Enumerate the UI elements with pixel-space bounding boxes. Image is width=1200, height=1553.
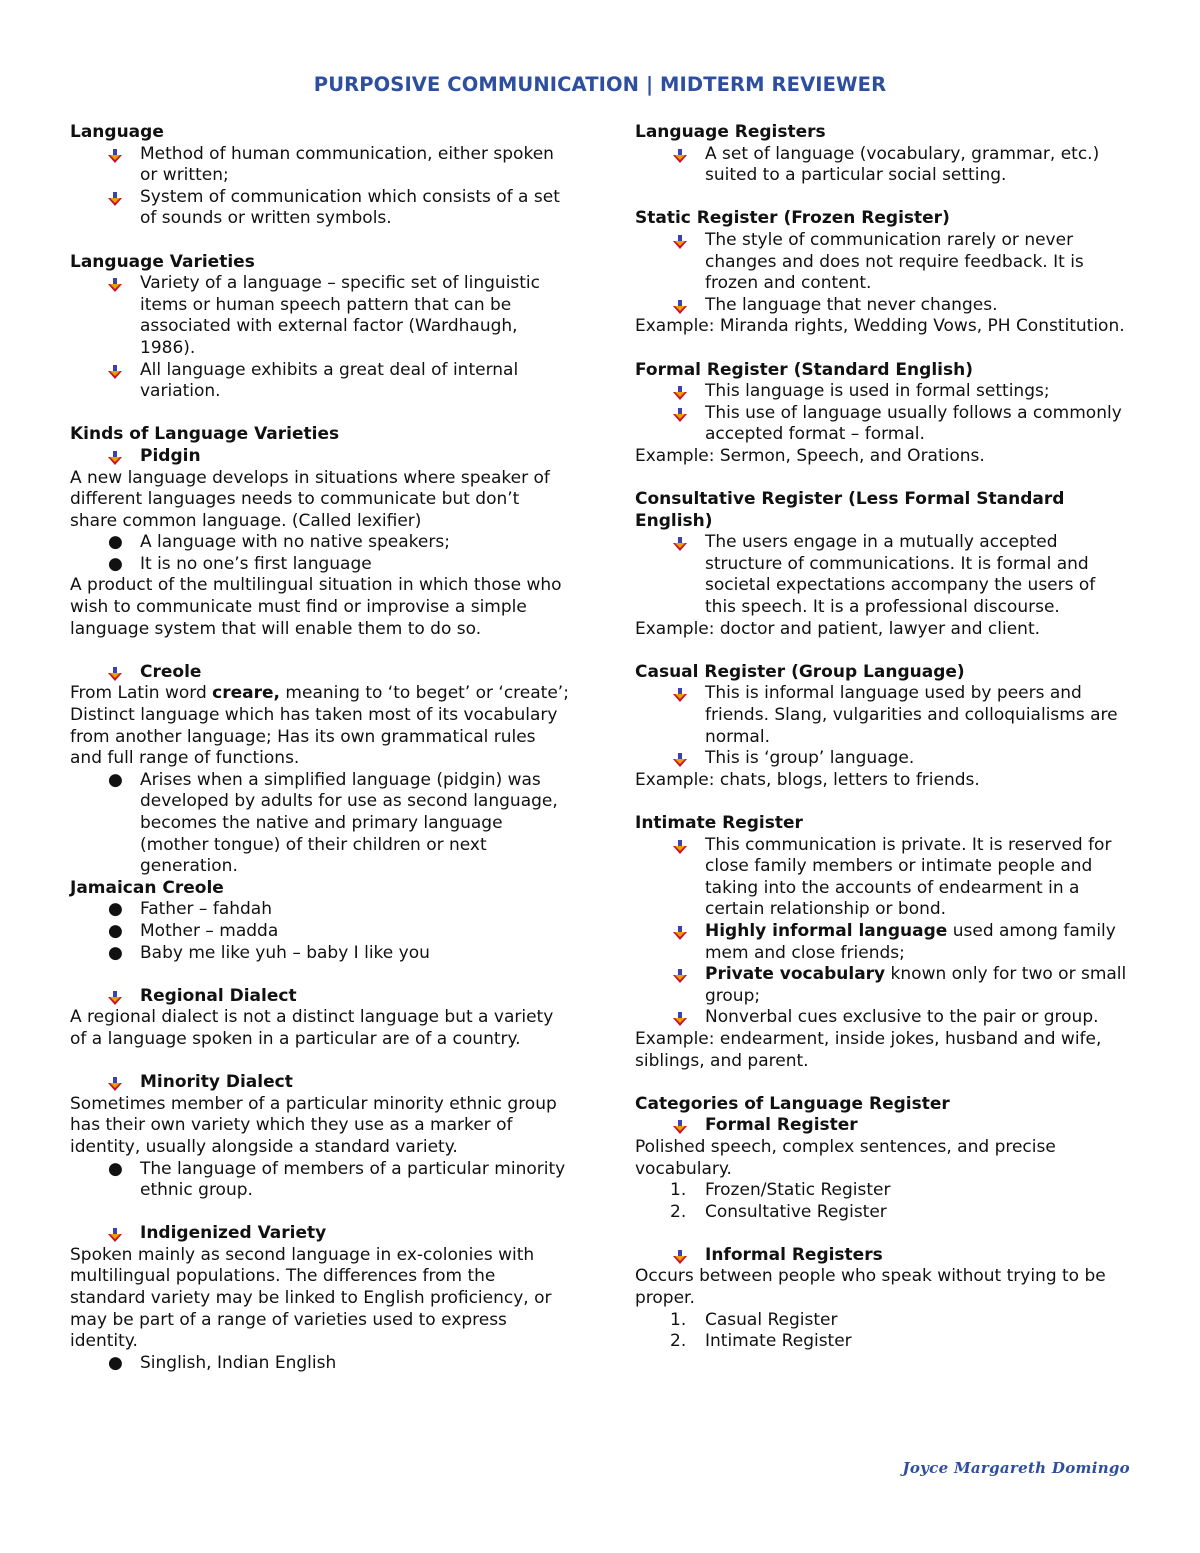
list-item: Variety of a language – specific set of linguistic items or human speech pattern that can be associated with external factor (Wardhaugh, 1986).	[70, 273, 570, 359]
regional-text: A regional dialect is not a distinct language but a variety of a language spoken in a particular are of a country.	[70, 1007, 554, 1049]
subheading-minority: Minority Dialect	[70, 1072, 570, 1094]
list-item: 2. Consultative Register	[670, 1201, 887, 1222]
list-item: This is informal language used by peers and friends. Slang, vulgarities and colloquialisms are normal.	[635, 683, 1130, 748]
subheading-jamaican: Jamaican Creole	[70, 877, 224, 898]
list-item: All language exhibits a great deal of internal variation.	[70, 360, 570, 403]
static-example: Example: Miranda rights, Wedding Vows, PH Constitution.	[635, 316, 1125, 337]
informal-registers-text: Occurs between people who speak without trying to be proper.	[635, 1266, 1106, 1309]
dot-icon: ●	[108, 769, 123, 790]
arrow-down-icon	[108, 1228, 122, 1242]
list-item: This communication is private. It is reserved for close family members or intimate people and taking into the accounts of endearment in a certain relationship or bond.	[635, 835, 1130, 921]
list-item: A set of language (vocabulary, grammar, etc.) suited to a particular social setting.	[635, 144, 1130, 187]
left-column	[70, 122, 570, 1374]
section-heading-kinds: Kinds of Language Varieties	[70, 424, 340, 445]
list-item: ● Baby me like yuh – baby I like you	[108, 942, 430, 963]
formal-list	[635, 381, 1130, 446]
dot-icon: ●	[108, 899, 123, 920]
formal-register-list	[635, 1180, 1130, 1223]
arrow-down-icon	[673, 688, 687, 702]
subheading-regional: Regional Dialect	[70, 986, 570, 1008]
arrow-down-icon	[108, 278, 122, 292]
varieties-list	[70, 273, 570, 403]
creole-text: From Latin word creare, meaning to ‘to beget’ or ‘create’; Distinct language which has taken most of its vocabulary from another language; Has its own grammatical rules and full range of functions.	[70, 683, 569, 769]
intimate-list	[635, 835, 1130, 1029]
list-item: This language is used in formal settings;	[635, 381, 1130, 403]
arrow-down-icon	[673, 840, 687, 854]
consultative-example: Example: doctor and patient, lawyer and client.	[635, 618, 1041, 639]
arrow-down-icon	[108, 451, 122, 465]
pidgin-text-2: A product of the multilingual situation in which those who wish to communicate must find or improvise a simple language system that will enable them to do so.	[70, 575, 562, 639]
dot-icon: ●	[108, 532, 123, 553]
list-item: This use of language usually follows a commonly accepted format – formal.	[635, 403, 1130, 446]
arrow-down-icon	[673, 300, 687, 314]
language-list	[70, 144, 570, 230]
arrow-down-icon	[673, 1012, 687, 1026]
casual-example: Example: chats, blogs, letters to friends.	[635, 769, 980, 790]
arrow-down-icon	[108, 192, 122, 206]
list-item: The style of communication rarely or never changes and does not require feedback. It is frozen and content.	[635, 230, 1130, 295]
arrow-down-icon	[673, 1250, 687, 1264]
right-column	[635, 122, 1130, 1353]
pidgin-text: A new language develops in situations where speaker of different languages needs to communicate but don’t share common language. (Called lexifier)	[70, 467, 550, 531]
list-item: ● It is no one’s first language	[108, 553, 372, 574]
arrow-down-icon	[673, 386, 687, 400]
list-item: ● Mother – madda	[108, 920, 279, 941]
section-heading-consultative: Consultative Register (Less Formal Standard English)	[635, 489, 1065, 531]
list-item: ● A language with no native speakers;	[108, 532, 450, 553]
list-item: Method of human communication, either spoken or written;	[70, 144, 570, 187]
arrow-down-icon	[673, 1120, 687, 1134]
list-item: ● Father – fahdah	[108, 899, 272, 920]
arrow-down-icon	[108, 1077, 122, 1091]
formal-example: Example: Sermon, Speech, and Orations.	[635, 445, 985, 466]
arrow-down-icon	[673, 753, 687, 767]
dot-icon: ●	[108, 920, 123, 941]
indigenized-text: Spoken mainly as second language in ex-colonies with multilingual populations. The differences from the standard variety may be linked to English proficiency, or may be part of a range of varieties used to express identity.	[70, 1244, 552, 1352]
arrow-down-icon	[108, 149, 122, 163]
dot-icon: ●	[108, 1352, 123, 1373]
creole-bullets	[70, 770, 570, 878]
section-heading-static: Static Register (Frozen Register)	[635, 208, 950, 229]
list-item: This is ‘group’ language.	[635, 748, 1130, 770]
list-item: The users engage in a mutually accepted structure of communications. It is formal and societal expectations accompany the users of this speech. It is a professional discourse.	[635, 532, 1130, 618]
consultative-list	[635, 532, 1130, 618]
arrow-down-icon	[673, 926, 687, 940]
list-item: 2. Intimate Register	[670, 1331, 852, 1352]
section-heading-formal: Formal Register (Standard English)	[635, 359, 973, 380]
dot-icon: ●	[108, 1158, 123, 1179]
indigenized-bullets	[70, 1353, 570, 1375]
section-heading-registers: Language Registers	[635, 122, 826, 142]
arrow-down-icon	[673, 408, 687, 422]
subheading-creole: Creole	[70, 662, 570, 684]
list-item: System of communication which consists of a set of sounds or written symbols.	[70, 187, 570, 230]
subheading-indigenized: Indigenized Variety	[70, 1223, 570, 1245]
minority-text: Sometimes member of a particular minority ethnic group has their own variety which they use as a marker of identity, usually alongside a standard variety.	[70, 1093, 557, 1157]
dot-icon: ●	[108, 553, 123, 574]
list-item: 1. Frozen/Static Register	[670, 1180, 891, 1201]
list-item: 1. Casual Register	[670, 1309, 838, 1330]
list-item: ● Arises when a simplified language (pidgin) was developed by adults for use as second language, becomes the native and primary language (mother tongue) of their children or next generation.	[108, 769, 558, 877]
arrow-down-icon	[673, 537, 687, 551]
minority-bullets	[70, 1159, 570, 1202]
informal-registers-list	[635, 1310, 1130, 1353]
list-item: Nonverbal cues exclusive to the pair or group.	[635, 1007, 1130, 1029]
page-title: PURPOSIVE COMMUNICATION | MIDTERM REVIEWER	[313, 73, 887, 96]
section-heading-casual: Casual Register (Group Language)	[635, 661, 965, 682]
list-item: Private vocabulary known only for two or small group;	[635, 964, 1130, 1007]
subheading-pidgin: Pidgin	[70, 446, 570, 468]
subheading-informal-registers: Informal Registers	[635, 1245, 1130, 1267]
jamaican-bullets	[70, 899, 570, 964]
arrow-down-icon	[673, 149, 687, 163]
arrow-down-icon	[673, 235, 687, 249]
section-heading-intimate: Intimate Register	[635, 813, 803, 833]
arrow-down-icon	[108, 667, 122, 681]
list-item: The language that never changes.	[635, 295, 1130, 317]
subheading-formal-register: Formal Register	[635, 1115, 1130, 1137]
arrow-down-icon	[108, 365, 122, 379]
arrow-down-icon	[673, 969, 687, 983]
list-item: Highly informal language used among family mem and close friends;	[635, 921, 1130, 964]
arrow-down-icon	[108, 991, 122, 1005]
dot-icon: ●	[108, 942, 123, 963]
author-signature: Joyce Margareth Domingo	[902, 1459, 1130, 1477]
section-heading-categories: Categories of Language Register	[635, 1093, 950, 1114]
list-item: ● Singlish, Indian English	[108, 1352, 337, 1373]
section-heading-varieties: Language Varieties	[70, 251, 255, 272]
casual-list	[635, 683, 1130, 769]
section-heading-language: Language	[70, 122, 164, 142]
formal-register-text: Polished speech, complex sentences, and precise vocabulary.	[635, 1136, 1056, 1179]
registers-list	[635, 144, 1130, 187]
pidgin-bullets	[70, 532, 570, 575]
static-list	[635, 230, 1130, 316]
intimate-example: Example: endearment, inside jokes, husband and wife, siblings, and parent.	[635, 1028, 1102, 1071]
list-item: ● The language of members of a particular minority ethnic group.	[108, 1158, 566, 1201]
